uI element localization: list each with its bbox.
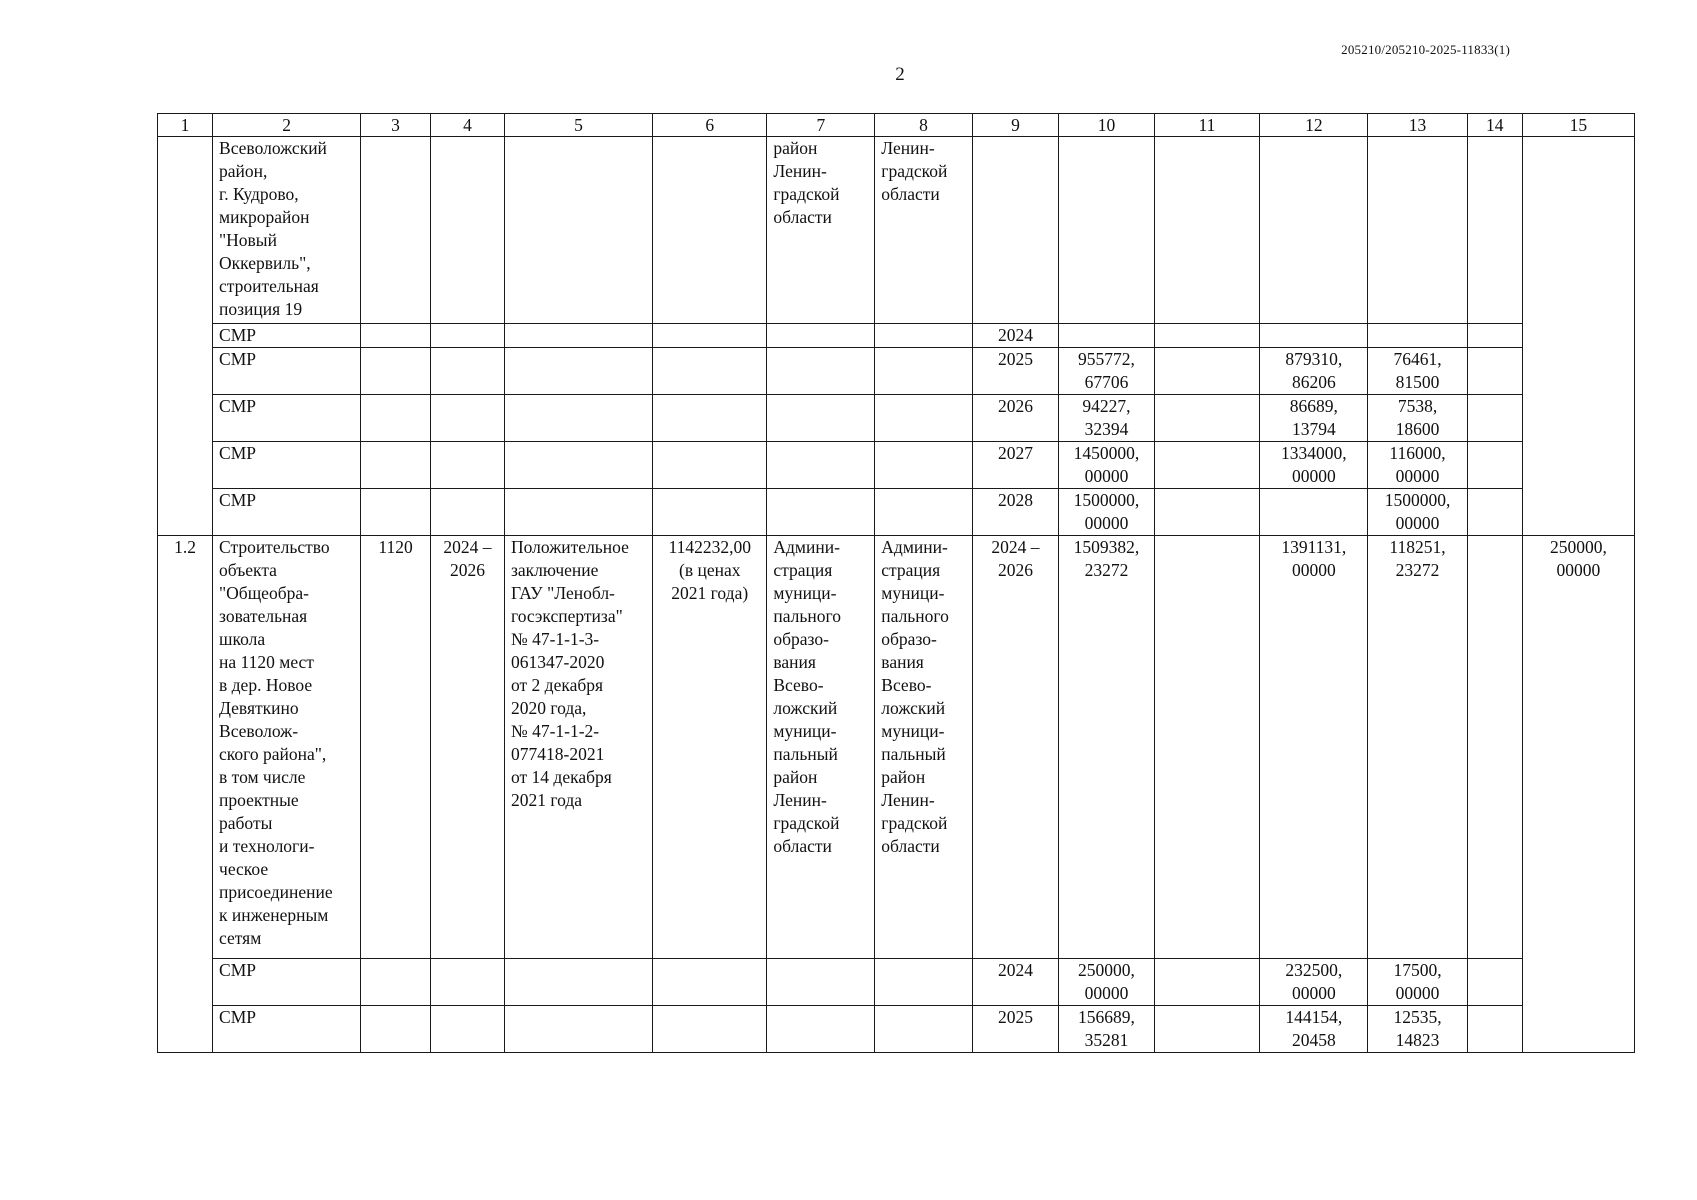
empty-cell [430,395,504,442]
amount-local-cell: 1500000, 00000 [1368,489,1467,536]
column-number: 3 [361,114,431,137]
empty-cell [875,395,972,442]
column-number: 12 [1260,114,1368,137]
empty-cell [430,324,504,348]
empty-cell [361,137,431,324]
work-type-cell: СМР [213,348,361,395]
amount-total-cell [1059,324,1154,348]
customer-cell: район Ленин- градской области [767,137,875,324]
empty-cell [1467,324,1522,348]
table-row [158,324,1635,348]
estimated-cost-cell: 1142232,00 (в ценах 2021 года) [653,536,767,959]
empty-cell [1467,395,1522,442]
work-type-cell: СМР [213,489,361,536]
empty-cell [1154,348,1260,395]
amount-local-cell: 7538, 18600 [1368,395,1467,442]
work-type-cell: СМР [213,442,361,489]
year-cell: 2025 [972,348,1059,395]
column-number: 4 [430,114,504,137]
empty-cell [1154,442,1260,489]
column-number: 6 [653,114,767,137]
table-row [158,489,1635,536]
table-row [158,395,1635,442]
empty-cell [767,348,875,395]
amount-total-cell: 955772, 67706 [1059,348,1154,395]
empty-cell [1522,137,1634,536]
empty-cell [361,959,431,1006]
developer-cell: Админи- страция муници- пального образо- вания Всево- ложский муници- пальный район Ленин- градской области [875,536,972,959]
empty-cell [653,348,767,395]
object-name-cell: Всеволожский район, г. Кудрово, микрорайон "Новый Оккервиль", строительная позиция 19 [213,137,361,324]
empty-cell [361,442,431,489]
empty-cell [505,324,653,348]
empty-cell [505,137,653,324]
amount-total-cell: 1450000, 00000 [1059,442,1154,489]
amount-regional-cell: 1391131, 00000 [1260,536,1368,959]
empty-cell [1154,959,1260,1006]
amount-regional-cell: 1334000, 00000 [1260,442,1368,489]
empty-cell [767,959,875,1006]
amount-local-cell: 76461, 81500 [1368,348,1467,395]
empty-cell [361,1006,431,1053]
amount-regional-cell: 232500, 00000 [1260,959,1368,1006]
developer-cell: Ленин- градской области [875,137,972,324]
amount-regional-cell: 879310, 86206 [1260,348,1368,395]
amount-local-cell: 118251, 23272 [1368,536,1467,959]
column-number: 1 [158,114,213,137]
amount-total-cell: 250000, 00000 [1059,959,1154,1006]
empty-cell [1467,536,1522,959]
amount-total-cell: 1500000, 00000 [1059,489,1154,536]
table-row [158,959,1635,1006]
column-number: 8 [875,114,972,137]
column-number: 14 [1467,114,1522,137]
column-number: 15 [1522,114,1634,137]
work-type-cell: СМР [213,1006,361,1053]
amount-local-cell: 116000, 00000 [1368,442,1467,489]
table-row [158,348,1635,395]
column-number: 10 [1059,114,1154,137]
empty-cell [1154,324,1260,348]
column-number: 11 [1154,114,1260,137]
year-cell: 2028 [972,489,1059,536]
empty-cell [1154,1006,1260,1053]
row-number-cell [158,137,213,536]
amount-regional-cell: 144154, 20458 [1260,1006,1368,1053]
empty-cell [875,959,972,1006]
column-number: 9 [972,114,1059,137]
empty-cell [875,324,972,348]
empty-cell [430,348,504,395]
empty-cell [430,959,504,1006]
document-registration-number: 205210/205210-2025-11833(1) [1341,42,1510,57]
empty-cell [1260,137,1368,324]
table-row [158,442,1635,489]
amount-local-cell: 12535, 14823 [1368,1006,1467,1053]
empty-cell [1368,137,1467,324]
empty-cell [1154,489,1260,536]
empty-cell [653,959,767,1006]
work-type-cell: СМР [213,395,361,442]
column-numbers-row [158,114,1635,137]
work-type-cell: СМР [213,324,361,348]
empty-cell [505,442,653,489]
empty-cell [430,442,504,489]
empty-cell [972,137,1059,324]
customer-cell: Админи- страция муници- пального образо- вания Всево- ложский муници- пальный район Ленин- градской области [767,536,875,959]
empty-cell [430,1006,504,1053]
empty-cell [653,395,767,442]
empty-cell [875,348,972,395]
empty-cell [505,395,653,442]
empty-cell [767,442,875,489]
empty-cell [1467,442,1522,489]
empty-cell [767,489,875,536]
column-number: 7 [767,114,875,137]
empty-cell [1154,395,1260,442]
column-number: 13 [1368,114,1467,137]
empty-cell [361,324,431,348]
table-row [158,137,1635,324]
empty-cell [505,1006,653,1053]
amount-local-cell [1368,324,1467,348]
empty-cell [361,348,431,395]
empty-cell [361,395,431,442]
column-number: 5 [505,114,653,137]
empty-cell [653,489,767,536]
amount-total-cell: 94227, 32394 [1059,395,1154,442]
object-name-cell: Строительство объекта "Общеобра- зовательная школа на 1120 мест в дер. Новое Девяткино Всеволож- ского района", в том числе проектные работы и технологи- ческое присоединение к инженерным сетям [213,536,361,959]
budget-table [157,113,1635,1053]
empty-cell [875,1006,972,1053]
empty-cell [653,137,767,324]
column-number: 2 [213,114,361,137]
expertise-conclusion-cell: Положительное заключение ГАУ "Ленобл- госэкспертиза" № 47-1-1-3- 061347-2020 от 2 декабря 2020 года, № 47-1-1-2- 077418-2021 от 14 декабря 2021 года [505,536,653,959]
row-number-cell: 1.2 [158,536,213,1053]
page-number: 2 [895,64,905,85]
amount-local-cell: 17500, 00000 [1368,959,1467,1006]
empty-cell [1467,489,1522,536]
empty-cell [767,324,875,348]
table-row [158,536,1635,959]
empty-cell [1467,1006,1522,1053]
empty-cell [430,489,504,536]
empty-cell [875,442,972,489]
empty-cell [653,442,767,489]
empty-cell [1059,137,1154,324]
empty-cell [1154,137,1260,324]
empty-cell [875,489,972,536]
empty-cell [505,959,653,1006]
empty-cell [430,137,504,324]
empty-cell [653,324,767,348]
empty-cell [1467,348,1522,395]
empty-cell [361,489,431,536]
year-cell: 2025 [972,1006,1059,1053]
year-cell: 2024 [972,959,1059,1006]
amount-col15-cell: 250000, 00000 [1522,536,1634,1053]
capacity-cell: 1120 [361,536,431,959]
year-cell: 2027 [972,442,1059,489]
empty-cell [1154,536,1260,959]
amount-regional-cell [1260,324,1368,348]
table-row [158,1006,1635,1053]
work-type-cell: СМР [213,959,361,1006]
amount-regional-cell: 86689, 13794 [1260,395,1368,442]
empty-cell [653,1006,767,1053]
empty-cell [505,348,653,395]
amount-regional-cell [1260,489,1368,536]
amount-total-cell: 156689, 35281 [1059,1006,1154,1053]
year-cell: 2024 [972,324,1059,348]
amount-total-cell: 1509382, 23272 [1059,536,1154,959]
empty-cell [505,489,653,536]
empty-cell [1467,959,1522,1006]
year-cell: 2026 [972,395,1059,442]
empty-cell [767,1006,875,1053]
empty-cell [1467,137,1522,324]
empty-cell [767,395,875,442]
years-cell: 2024 – 2026 [972,536,1059,959]
construction-period-cell: 2024 – 2026 [430,536,504,959]
